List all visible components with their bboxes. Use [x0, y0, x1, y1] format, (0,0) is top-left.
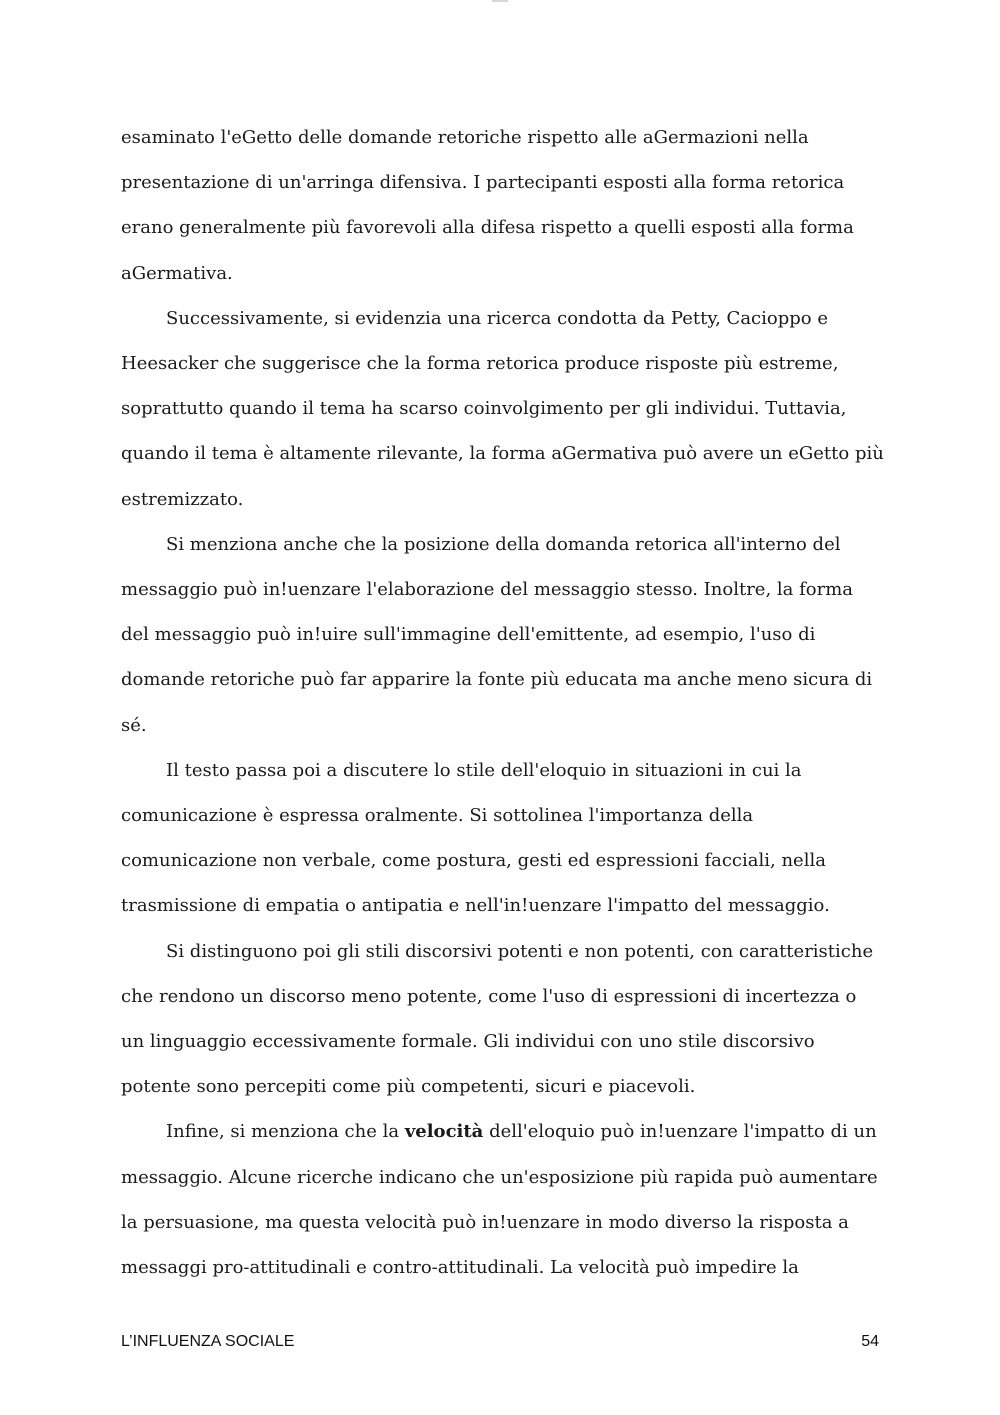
- paragraph-first-line: [166, 1117, 877, 1147]
- line-text: Si distinguono poi gli stili discorsivi potenti e non potenti, con caratteristiche: [166, 940, 874, 962]
- line-text: aGermativa.: [121, 262, 233, 284]
- line-text-continued: dell'eloquio può in!uenzare l'impatto di un: [483, 1121, 877, 1143]
- text-line: [121, 1253, 799, 1283]
- text-line: [121, 168, 844, 198]
- line-text: comunicazione è espressa oralmente. Si sottolinea l'importanza della: [121, 805, 754, 826]
- line-text: esaminato l'eGetto delle domande retoriche rispetto alle aGermazioni nella: [121, 127, 809, 148]
- text-line: [121, 620, 815, 650]
- text-line: [121, 982, 856, 1012]
- paragraph-first-line: [166, 530, 840, 560]
- text-line: [121, 665, 872, 695]
- text-line: [121, 1072, 695, 1102]
- line-text: Successivamente, si evidenzia una ricerca condotta da Petty, Cacioppo e: [166, 307, 828, 329]
- text-line: [121, 123, 809, 153]
- text-line: [121, 1163, 878, 1193]
- line-text: erano generalmente più favorevoli alla difesa rispetto a quelli esposti alla forma: [121, 217, 854, 239]
- line-text: Si menziona anche che la posizione della domanda retorica all'interno del: [166, 533, 841, 555]
- line-text: messaggio. Alcune ricerche indicano che un'esposizione più rapida può aumentare: [121, 1166, 878, 1188]
- line-text: presentazione di un'arringa difensiva. I partecipanti esposti alla forma retorica: [121, 172, 845, 194]
- text-line: [121, 349, 838, 379]
- bold-word: velocità: [404, 1121, 484, 1143]
- text-line: [121, 801, 753, 831]
- text-line: [121, 711, 147, 741]
- paragraph-first-line: [166, 937, 873, 967]
- text-line: [121, 439, 884, 469]
- line-text: soprattutto quando il tema ha scarso coinvolgimento per gli individui. Tuttavia,: [121, 398, 847, 420]
- line-text: Il testo passa poi a discutere lo stile dell'eloquio in situazioni in cui la: [166, 759, 802, 781]
- top-header-mark: [492, 0, 508, 2]
- line-text: comunicazione non verbale, come postura, gesti ed espressioni facciali, nella: [121, 850, 826, 872]
- line-text: quando il tema è altamente rilevante, la forma aGermativa può avere un eGetto più: [121, 443, 884, 465]
- line-text: sé.: [121, 714, 147, 736]
- line-text: la persuasione, ma questa velocità può in!uenzare in modo diverso la risposta a: [121, 1211, 849, 1233]
- line-text: Infine, si menziona che la: [166, 1121, 405, 1143]
- text-line: [121, 891, 830, 921]
- line-text: potente sono percepiti come più competenti, sicuri e piacevoli.: [121, 1076, 696, 1098]
- line-text: messaggi pro-attitudinali e contro-attitudinali. La velocità può impedire la: [121, 1257, 799, 1278]
- text-line: [121, 846, 826, 876]
- line-text: trasmissione di empatia o antipatia e nell'in!uenzare l'impatto del messaggio.: [121, 895, 830, 917]
- footer-running-title: L’INFLUENZA SOCIALE: [121, 1333, 295, 1350]
- text-line: [121, 1208, 849, 1238]
- text-line: [121, 485, 243, 515]
- line-text: un linguaggio eccessivamente formale. Gli individui con uno stile discorsivo: [121, 1031, 815, 1052]
- text-line: [121, 1027, 815, 1057]
- line-text: che rendono un discorso meno potente, come l'uso di espressioni di incertezza o: [121, 985, 857, 1007]
- text-line: [121, 575, 853, 605]
- text-line: [121, 213, 854, 243]
- text-line: [121, 394, 846, 424]
- line-text: messaggio può in!uenzare l'elaborazione del messaggio stesso. Inoltre, la forma: [121, 579, 854, 600]
- footer-page-number: 54: [861, 1333, 879, 1350]
- text-line: [121, 259, 233, 289]
- paragraph-first-line: [166, 304, 828, 334]
- line-text: del messaggio può in!uire sull'immagine dell'emittente, ad esempio, l'uso di: [121, 624, 816, 646]
- paragraph-first-line: [166, 756, 802, 786]
- line-text: Heesacker che suggerisce che la forma retorica produce risposte più estreme,: [121, 353, 839, 374]
- line-text: domande retoriche può far apparire la fonte più educata ma anche meno sicura di: [121, 669, 873, 691]
- line-text: estremizzato.: [121, 488, 244, 510]
